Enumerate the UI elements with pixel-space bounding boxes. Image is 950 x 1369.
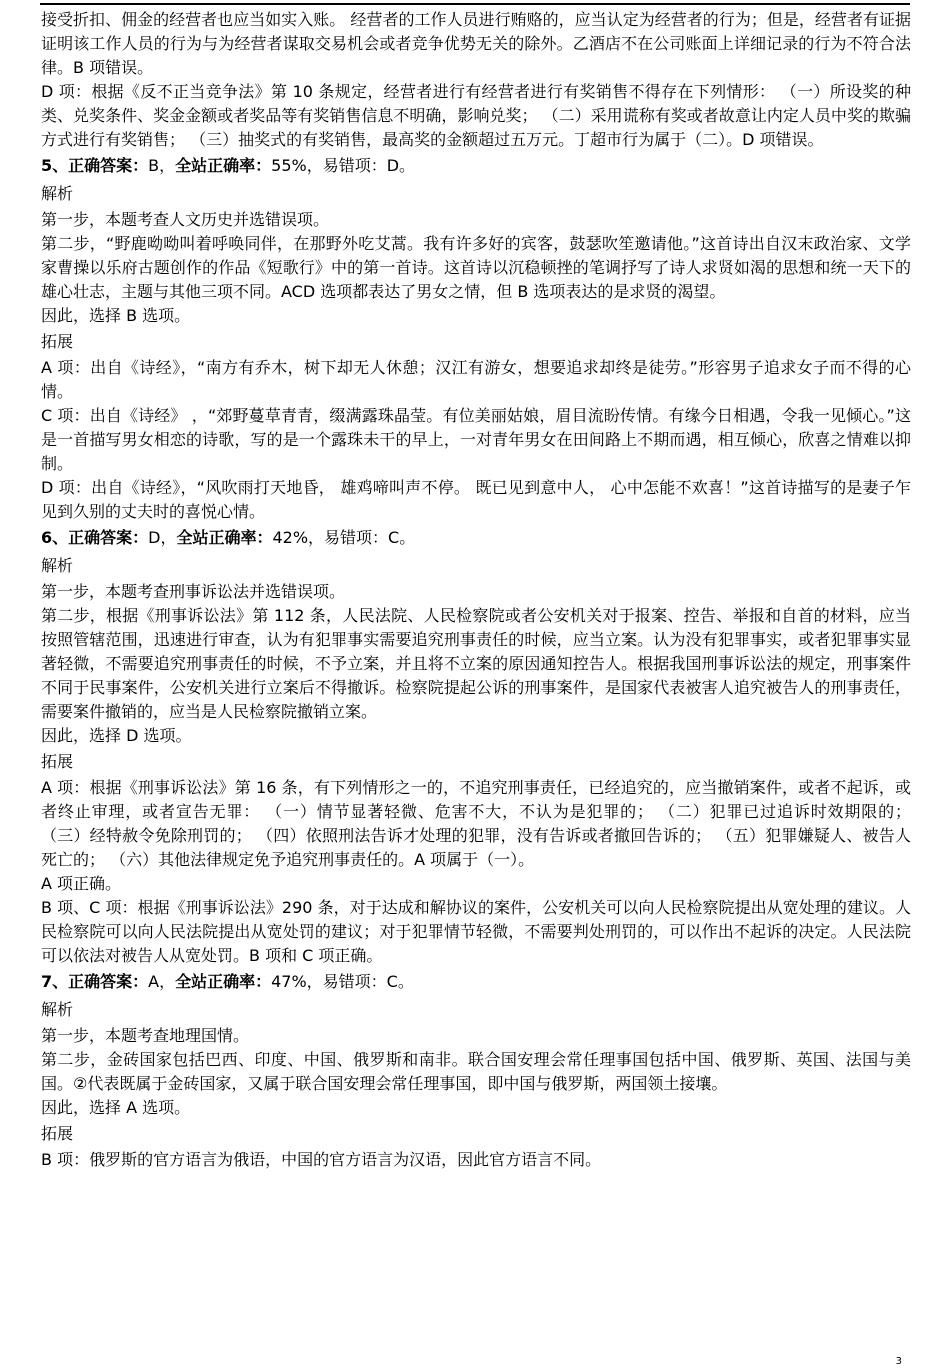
body-paragraph: B 项、C 项：根据《刑事诉讼法》290 条，对于达成和解协议的案件，公安机关可以向人民检察院提出从宽处理的建议。人民检察院可以向人民法院提出从宽处罚的建议；对于犯罪情节轻微，不需要判处刑罚的，可以作出不起诉的决定。人民法院可以依法对被告人从宽处罚。B 项和 C 项正确。 [41,898,911,965]
answer-value: 42%，易错项：C。 [272,528,416,547]
answer-label: 5、正确答案： [41,156,149,175]
body-paragraph: A 项正确。 [41,874,122,893]
body-paragraph: B 项：俄罗斯的官方语言为俄语，中国的官方语言为汉语，因此官方语言不同。 [41,1150,602,1169]
body-paragraph: A 项：出自《诗经》，“南方有乔木，树下却无人休憩；汉江有游女，想要追求却终是徒劳。”形容男子追求女子而不得的心情。 [41,358,911,401]
body-paragraph: C 项：出自《诗经》 ，“郊野蔓草青青，缀满露珠晶莹。有位美丽姑娘，眉目流盼传情。有缘今日相遇，令我一见倾心。”这是一首描写男女相恋的诗歌，写的是一个露珠未干的早上，一对青年男女在田间路上不期而遇，相互倾心，欣喜之情难以抑制。 [41,406,911,473]
body-paragraph: 接受折扣、佣金的经营者也应当如实入账。 经营者的工作人员进行贿赂的，应当认定为经营者的行为；但是，经营者有证据证明该工作人员的行为与为经营者谋取交易机会或者竞争优势无关的除外。乙酒店不在公司账面上详细记录的行为不符合法律。B 项错误。 [41,10,911,77]
body-paragraph: 第一步，本题考查人文历史并选错误项。 [41,210,330,229]
section-heading: 解析 [41,1000,74,1019]
body-paragraph: 第一步，本题考查刑事诉讼法并选错误项。 [41,582,346,601]
section-heading: 拓展 [41,1124,74,1143]
body-paragraph: D 项：根据《反不正当竞争法》第 10 条规定，经营者进行有经营者进行有奖销售不得存在下列情形： （一）所设奖的种类、兑奖条件、奖金金额或者奖品等有奖销售信息不明确，影响兑奖； （二）采用谎称有奖或者故意让内定人员中奖的欺骗方式进行有奖销售； （三）抽奖式的有奖销售，最高奖的金额超过五万元。丁超市行为属于（二）。D 项错误。 [41,82,911,149]
section-heading: 解析 [41,556,74,575]
document-body [41,8,911,1172]
answer-line [41,152,911,180]
answer-label: 6、正确答案： [41,528,149,547]
answer-line [41,968,911,996]
header-rule [40,3,910,5]
page-number: 3 [895,1356,902,1367]
answer-line [41,524,911,552]
answer-value: 55%，易错项：D。 [271,156,416,175]
answer-label: 全站正确率： [175,972,272,991]
body-paragraph: 因此，选择 D 选项。 [41,726,192,745]
answer-label: 全站正确率： [176,528,273,547]
answer-value: D， [148,528,177,547]
body-paragraph: 第一步，本题考查地理国情。 [41,1026,250,1045]
body-paragraph: 第二步，金砖国家包括巴西、印度、中国、俄罗斯和南非。联合国安理会常任理事国包括中国、俄罗斯、英国、法国与美国。②代表既属于金砖国家，又属于联合国安理会常任理事国，即中国与俄罗斯，两国领土接壤。 [41,1050,911,1093]
section-heading: 拓展 [41,332,74,351]
body-paragraph: D 项：出自《诗经》，“风吹雨打天地昏， 雄鸡啼叫声不停。 既已见到意中人， 心中怎能不欢喜！”这首诗描写的是妻子乍见到久别的丈夫时的喜悦心情。 [41,478,911,521]
answer-value: B， [148,156,176,175]
body-paragraph: A 项：根据《刑事诉讼法》第 16 条，有下列情形之一的，不追究刑事责任，已经追究的，应当撤销案件，或者不起诉，或者终止审理，或者宣告无罪： （一）情节显著轻微、危害不大，不认为是犯罪的； （二）犯罪已过追诉时效期限的； （三）经特赦令免除刑罚的； （四）依照刑法告诉才处理的犯罪，没有告诉或者撤回告诉的； （五）犯罪嫌疑人、被告人死亡的； （六）其他法律规定免予追究刑事责任的。A 项属于（一）。 [41,778,911,869]
body-paragraph: 第二步，根据《刑事诉讼法》第 112 条，人民法院、人民检察院或者公安机关对于报案、控告、举报和自首的材料，应当按照管辖范围，迅速进行审查，认为有犯罪事实需要追究刑事责任的时候，应当立案。认为没有犯罪事实，或者犯罪事实显著轻微，不需要追究刑事责任的时候，不予立案，并且将不立案的原因通知控告人。根据我国刑事诉讼法的规定，刑事案件不同于民事案件，公安机关进行立案后不得撤诉。检察院提起公诉的刑事案件，是国家代表被害人追究被告人的刑事责任，需要案件撤销的，应当是人民检察院撤销立案。 [41,606,911,721]
section-heading: 拓展 [41,752,74,771]
answer-label: 全站正确率： [175,156,272,175]
answer-value: 47%，易错项：C。 [271,972,414,991]
section-heading: 解析 [41,184,74,203]
body-paragraph: 因此，选择 A 选项。 [41,1098,191,1117]
answer-value: A， [148,972,176,991]
body-paragraph: 第二步，“野鹿呦呦叫着呼唤同伴，在那野外吃艾蒿。我有许多好的宾客，鼓瑟吹笙邀请他。”这首诗出自汉末政治家、文学家曹操以乐府古题创作的作品《短歌行》中的第一首诗。这首诗以沉稳顿挫的笔调抒写了诗人求贤如渴的思想和统一天下的雄心壮志，主题与其他三项不同。ACD 选项都表达了男女之情，但 B 选项表达的是求贤的渴望。 [41,234,911,301]
answer-label: 7、正确答案： [41,972,149,991]
body-paragraph: 因此，选择 B 选项。 [41,306,191,325]
